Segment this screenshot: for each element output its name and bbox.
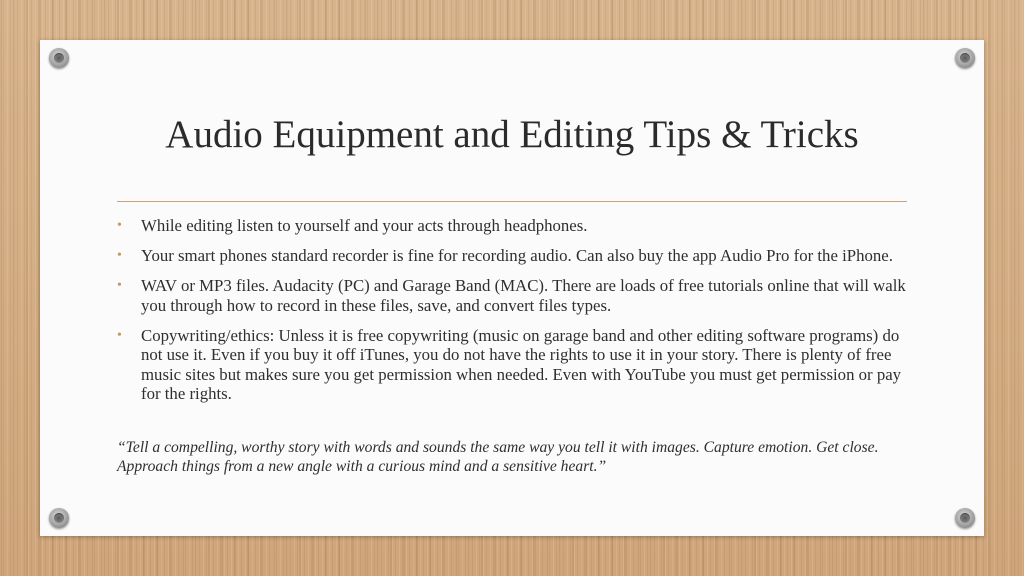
bullet-icon: •: [117, 327, 122, 343]
bullet-text: While editing listen to yourself and your acts through headphones.: [141, 216, 588, 235]
bullet-text: WAV or MP3 files. Audacity (PC) and Garage Band (MAC). There are loads of free tutorials online that will walk you through how to record in these files, save, and convert files types.: [141, 276, 906, 315]
bullet-text: Your smart phones standard recorder is fine for recording audio. Can also buy the app Audio Pro for the iPhone.: [141, 246, 893, 265]
screw-icon: [49, 508, 69, 528]
screw-icon: [49, 48, 69, 68]
slide-title: Audio Equipment and Editing Tips & Tricks: [165, 113, 859, 156]
bullet-item: [117, 326, 917, 404]
bullet-item: [117, 246, 917, 266]
bullet-icon: •: [117, 218, 122, 233]
bullet-list: [117, 216, 917, 414]
bullet-icon: •: [117, 278, 122, 293]
title-divider: [117, 201, 907, 202]
screw-icon: [955, 508, 975, 528]
screw-icon: [955, 48, 975, 68]
bullet-icon: •: [117, 248, 122, 263]
bullet-item: [117, 216, 917, 236]
closing-quote: “Tell a compelling, worthy story with words and sounds the same way you tell it with images. Capture emotion. Get close. Approach things from a new angle with a curious mind and a sensitive heart.”: [117, 439, 879, 475]
bullet-item: [117, 276, 917, 315]
bullet-text: Copywriting/ethics: Unless it is free copywriting (music on garage band and other editing software programs) do not use it. Even if you buy it off iTunes, you do not have the rights to use it in your story. There is plenty of free music sites but makes sure you get permission when needed. Even with YouTube you must get permission or pay for the rights.: [141, 325, 902, 403]
